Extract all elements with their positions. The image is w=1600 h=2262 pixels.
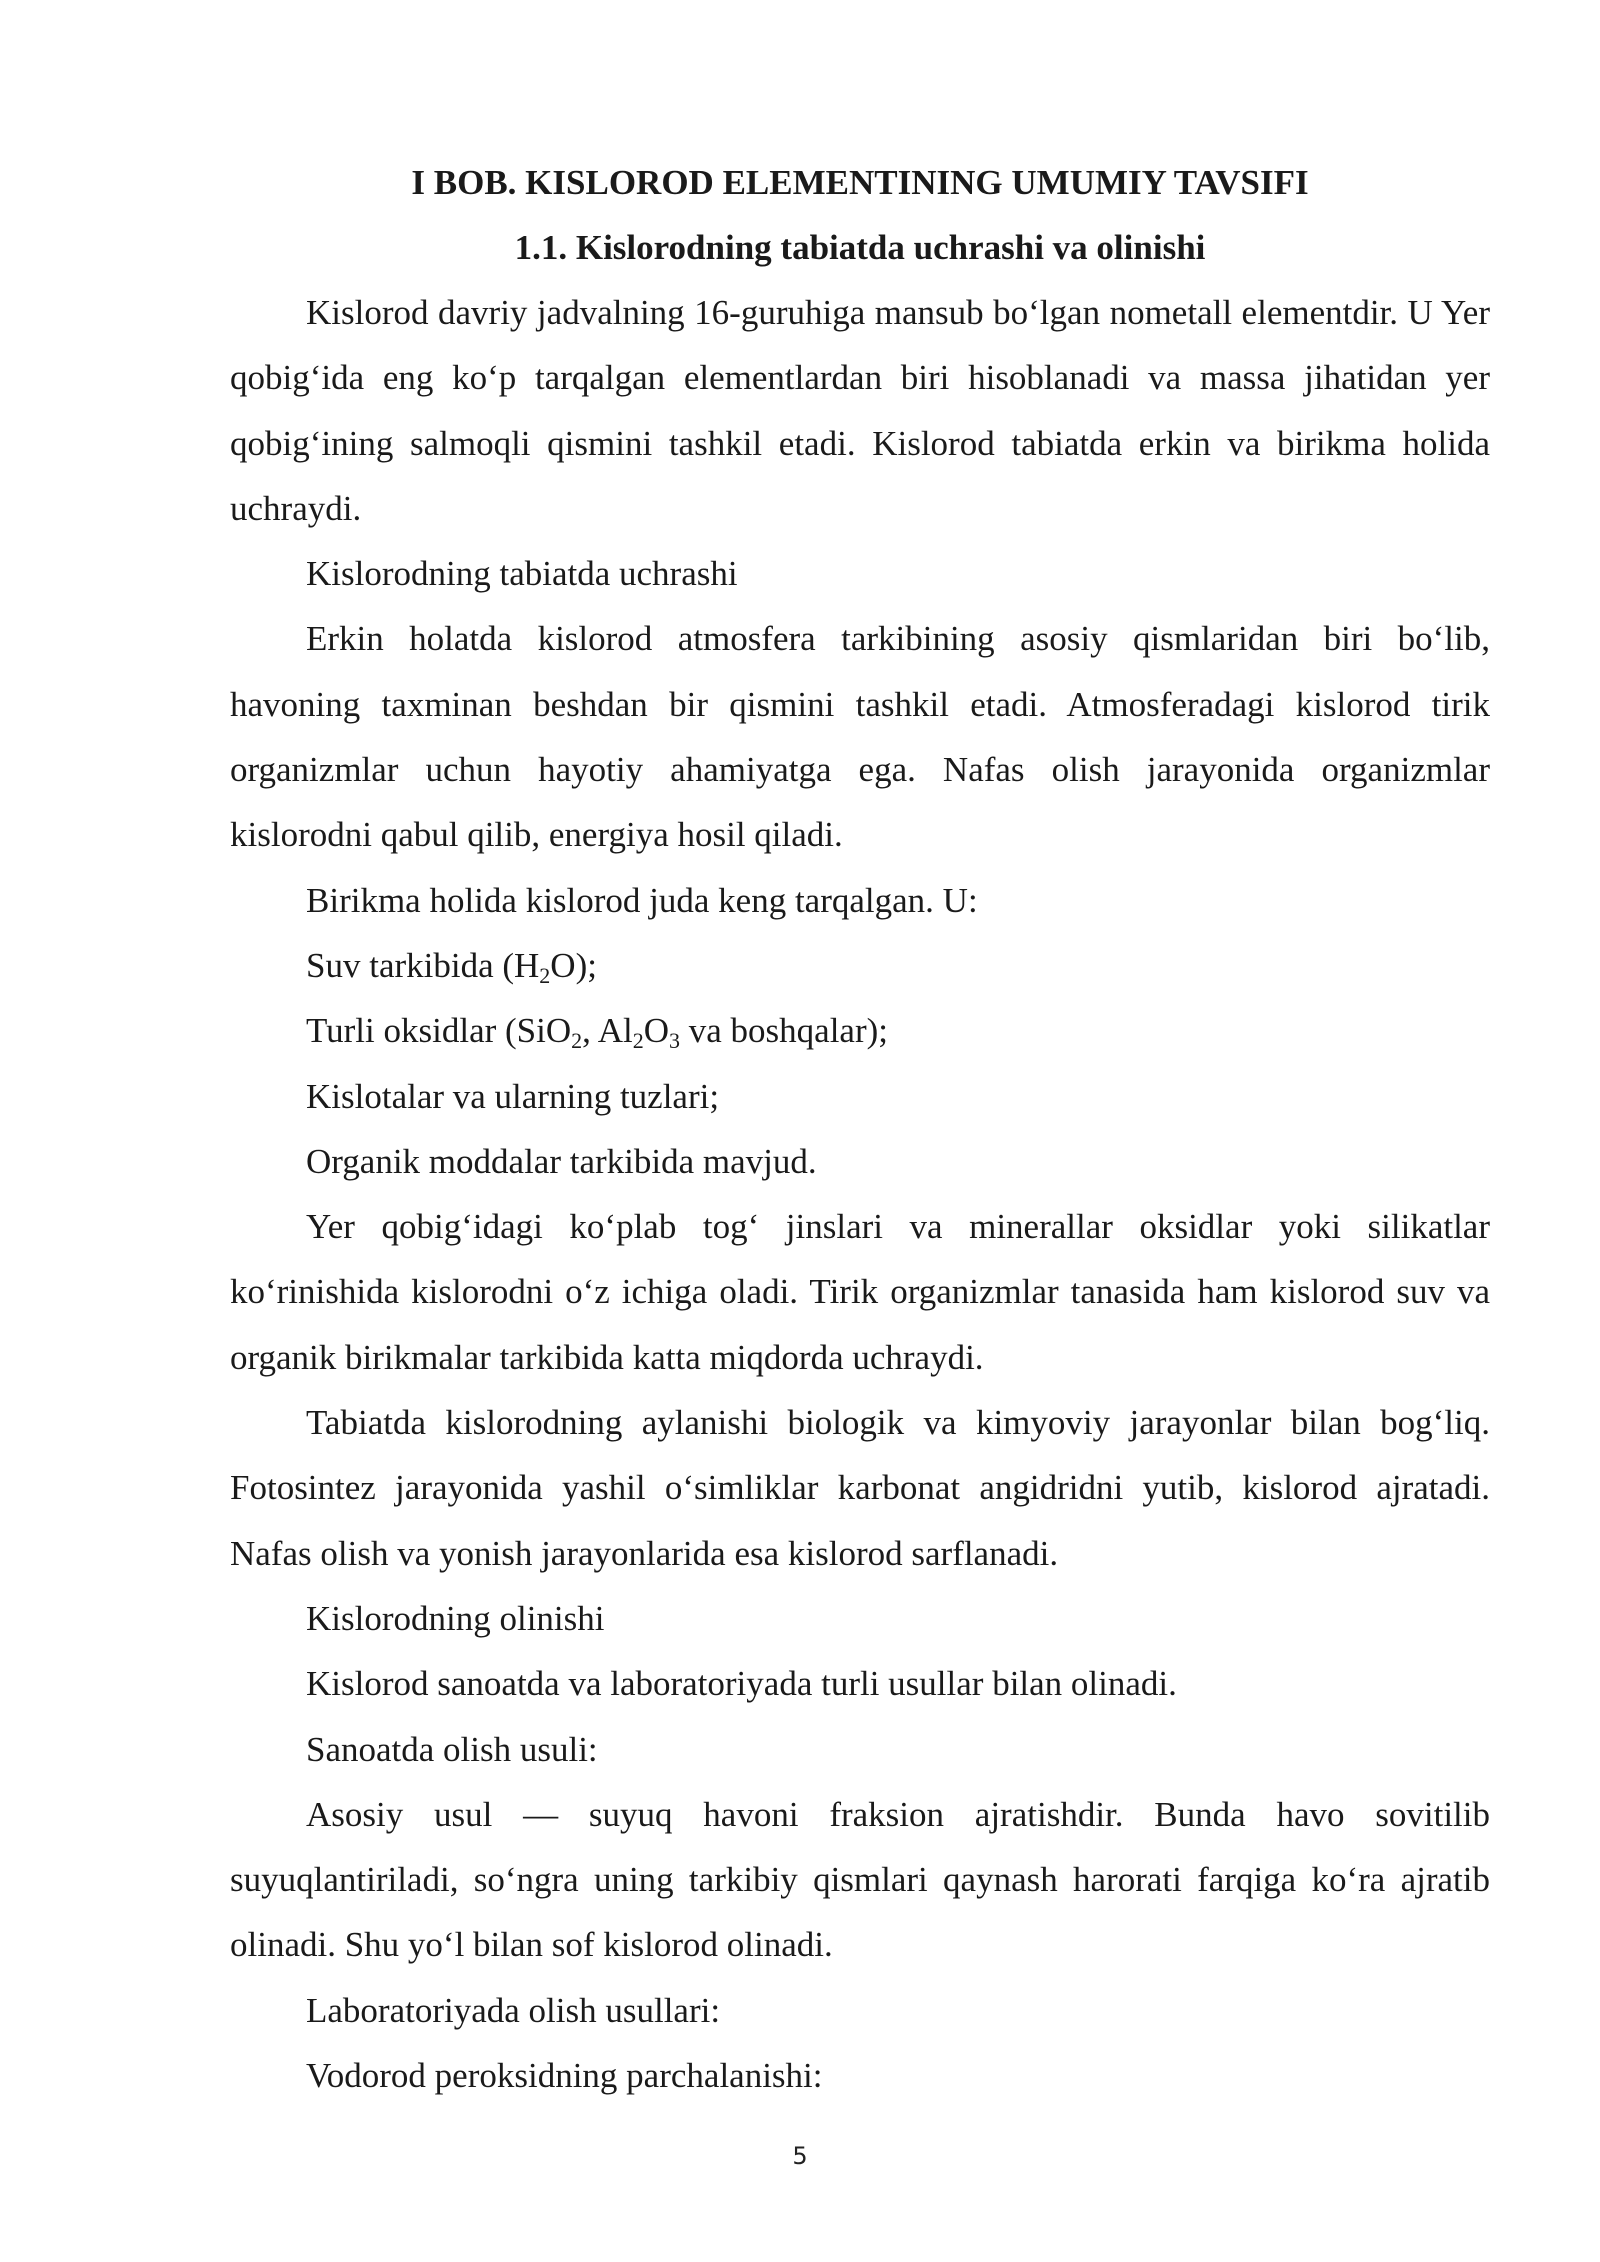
formula-text: , Al [582, 1011, 633, 1051]
formula-text: va boshqalar); [680, 1011, 888, 1051]
subscript: 3 [669, 1028, 680, 1054]
paragraph-industrial-method: Asosiy usul — suyuq havoni fraksion ajratishdir. Bunda havo sovitilib suyuqlantiriladi, so‘ngra uning tarkibiy qismlari qaynash harorati farqiga ko‘ra ajratib olinadi. Shu yo‘l bilan sof kislorod olinadi. [230, 1794, 1490, 1965]
section-title: 1.1. Kislorodning tabiatda uchrashi va olinishi [514, 228, 1206, 267]
page-number: 5 [792, 2142, 808, 2170]
paragraph-production-intro: Kislorod sanoatda va laboratoriyada turli usullar bilan olinadi. [306, 1664, 1177, 1704]
list-item-organic: Organik moddalar tarkibida mavjud. [306, 1141, 817, 1181]
subheading-peroxide: Vodorod peroksidning parchalanishi: [306, 2056, 823, 2096]
subheading-laboratory: Laboratoriyada olish usullari: [306, 1990, 721, 2030]
formula-text: O); [550, 945, 597, 985]
page-content [230, 150, 1490, 2108]
list-item-water [230, 933, 1490, 998]
chapter-title: I BOB. KISLOROD ELEMENTINING UMUMIY TAVSIFI [411, 163, 1309, 202]
paragraph-compounds: Birikma holida kislorod juda keng tarqalgan. U: [306, 880, 978, 920]
subheading-industrial: Sanoatda olish usuli: [306, 1729, 598, 1769]
list-item-acids: Kislotalar va ularning tuzlari; [306, 1076, 720, 1116]
subscript: 2 [632, 1028, 644, 1054]
formula-text: Turli oksidlar (SiO [306, 1011, 572, 1051]
list-item-oxides [230, 998, 1490, 1063]
subheading-production: Kislorodning olinishi [306, 1598, 605, 1638]
paragraph-free-state: Erkin holatda kislorod atmosfera tarkibining asosiy qismlaridan biri bo‘lib, havoning taxminan beshdan bir qismini tashkil etadi. Atmosferadagi kislorod tirik organizmlar uchun hayotiy ahamiyatga ega. Nafas olish jarayonida organizmlar kislorodni qabul qilib, energiya hosil qiladi. [230, 619, 1490, 855]
paragraph-minerals: Yer qobig‘idagi ko‘plab tog‘ jinslari va minerallar oksidlar yoki silikatlar ko‘rinishida kislorodni o‘z ichiga oladi. Tirik organizmlar tanasida ham kislorod suv va organik birikmalar tarkibida katta miqdorda uchraydi. [230, 1207, 1490, 1377]
formula-text: O [643, 1011, 669, 1051]
subscript: 2 [539, 962, 551, 988]
formula-text: Suv tarkibida (H [306, 945, 540, 985]
paragraph-cycle: Tabiatda kislorodning aylanishi biologik va kimyoviy jarayonlar bilan bog‘liq. Fotosintez jarayonida yashil o‘simliklar karbonat angidridni yutib, kislorod ajratadi. Nafas olish va yonish jarayonlarida esa kislorod sarflanadi. [230, 1403, 1490, 1573]
paragraph-intro: Kislorod davriy jadvalning 16-guruhiga mansub bo‘lgan nometall elementdir. U Yer qobig‘ida eng ko‘p tarqalgan elementlardan biri hisoblanadi va massa jihatidan yer qobig‘ining salmoqli qismini tashkil etadi. Kislorod tabiatda erkin va birikma holida uchraydi. [230, 293, 1490, 528]
subscript: 2 [571, 1028, 583, 1054]
subheading-occurrence: Kislorodning tabiatda uchrashi [306, 554, 738, 594]
